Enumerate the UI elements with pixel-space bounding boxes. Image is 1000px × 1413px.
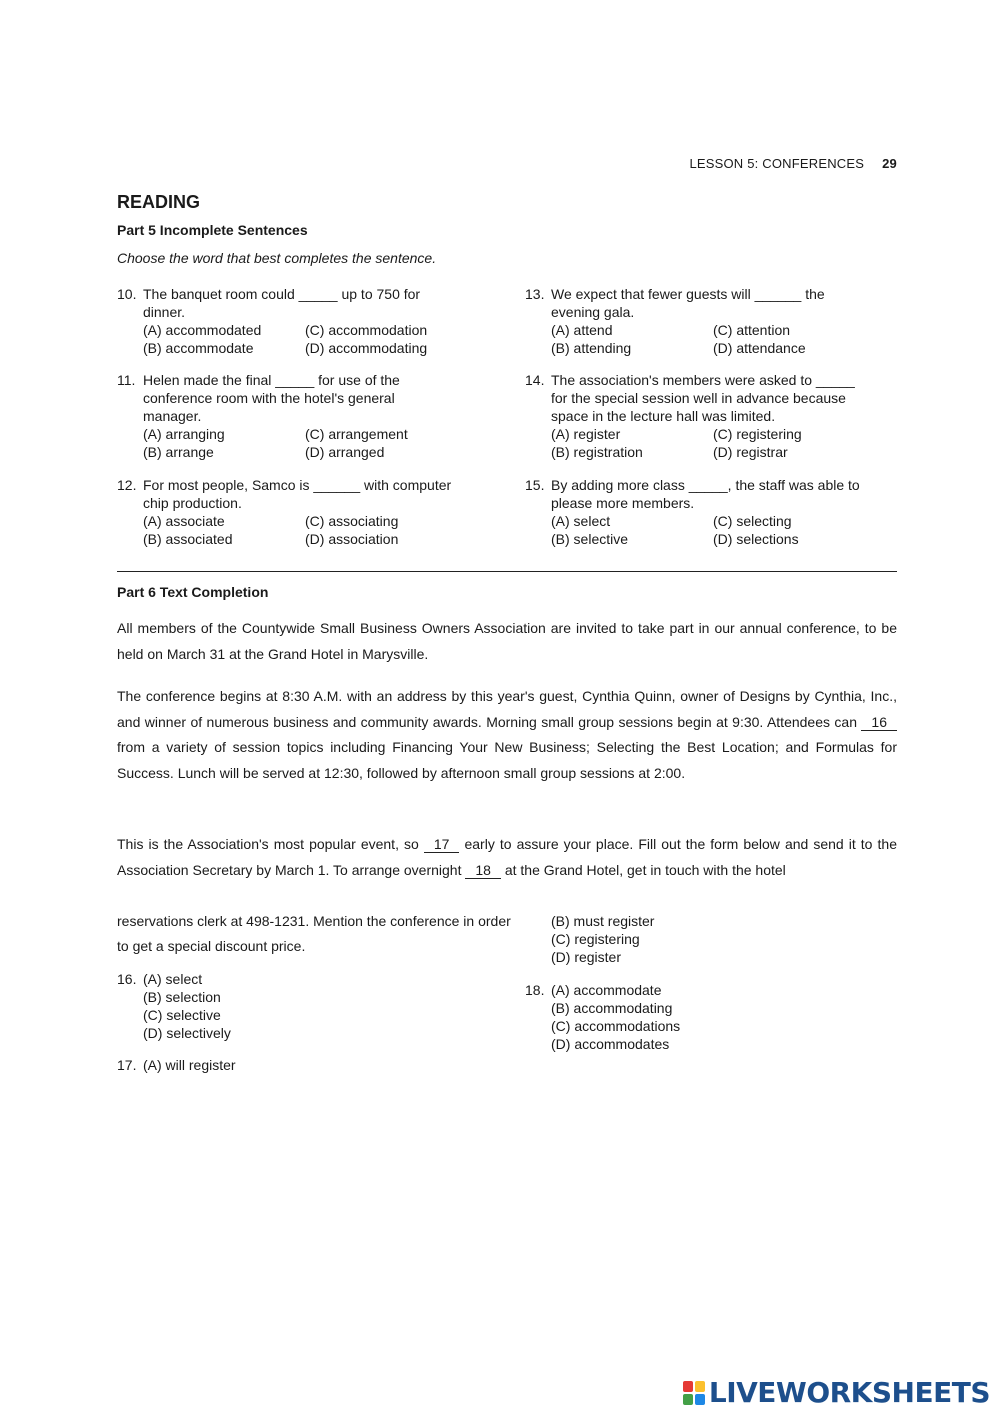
section-title: READING bbox=[117, 192, 201, 212]
question-15: 15. By adding more class _____, the staff was able to please more members. (A) select (C) selecting (B) selective (D) selections bbox=[525, 476, 897, 548]
answer-17-continued bbox=[551, 912, 654, 966]
option: (A) select bbox=[143, 971, 203, 987]
option: (D) attendance bbox=[713, 340, 806, 356]
paragraph-1: All members of the Countywide Small Business Owners Association are invited to take part in our annual conference, to be held on March 31 at the Grand Hotel in Marysville. bbox=[117, 620, 897, 662]
question-12: 12. For most people, Samco is ______ with computer chip production. (A) associate (C) associating (B) associated (D) association bbox=[117, 476, 489, 548]
option: (B) registration bbox=[551, 444, 643, 460]
option: (B) accommodate bbox=[143, 340, 254, 356]
blank-18[interactable]: 18 bbox=[465, 862, 501, 879]
option: (D) selections bbox=[713, 531, 799, 547]
question-14: 14. The association's members were asked to _____ for the special session well in advance because space in the lecture hall was limited. (A) register (C) registering (B) registration (D) registrar bbox=[525, 371, 897, 461]
option: (A) arranging bbox=[143, 426, 225, 442]
option: (B) selective bbox=[551, 531, 629, 547]
part5-instruction: Choose the word that best completes the sentence. bbox=[117, 250, 437, 266]
option: (D) association bbox=[305, 531, 399, 547]
option: (B) accommodating bbox=[551, 1000, 673, 1016]
option: (B) must register bbox=[551, 913, 655, 929]
paragraph-2: The conference begins at 8:30 A.M. with an address by this year's guest, Cynthia Quinn, owner of Designs by Cynthia, Inc., and winner of numerous business and community awards. Morning small group sessions begin at 9:30. Attendees can 16 from a variety of session topics including Financing Your New Business; Selecting the Best Location; and Formulas for Success. Lunch will be served at 12:30, followed by afternoon small group sessions at 2:00. bbox=[117, 688, 897, 781]
option: (C) attention bbox=[713, 322, 791, 338]
blank-17[interactable]: 17 bbox=[424, 836, 460, 853]
option: (A) will register bbox=[143, 1057, 236, 1073]
logo-icon bbox=[683, 1381, 705, 1405]
option: (A) register bbox=[551, 426, 621, 442]
option: (C) registering bbox=[713, 426, 802, 442]
option: (B) associated bbox=[143, 531, 233, 547]
option: (A) attend bbox=[551, 322, 613, 338]
lesson-title: LESSON 5: CONFERENCES bbox=[689, 156, 865, 171]
option: (C) arrangement bbox=[305, 426, 408, 442]
option: (A) associate bbox=[143, 513, 225, 529]
option: (D) registrar bbox=[713, 444, 788, 460]
logo-text: LIVEWORKSHEETS bbox=[708, 1376, 990, 1409]
paragraph-4: reservations clerk at 498-1231. Mention the conference in order to get a special discount price. bbox=[117, 913, 511, 954]
option: (C) selective bbox=[143, 1007, 221, 1023]
option: (A) select bbox=[551, 513, 611, 529]
option: (C) associating bbox=[305, 513, 399, 529]
part6-title: Part 6 Text Completion bbox=[117, 584, 269, 600]
option: (C) accommodation bbox=[305, 322, 428, 338]
answer-18: 18. (A) accommodate (B) accommodating (C) accommodations (D) accommodates bbox=[525, 982, 681, 1052]
question-13: 13. We expect that fewer guests will ______ the evening gala. (A) attend (C) attention (B) attending (D) attendance bbox=[525, 285, 897, 357]
answer-16: 16. (A) select (B) selection (C) selective (D) selectively bbox=[117, 971, 231, 1041]
option: (B) selection bbox=[143, 989, 221, 1005]
option: (D) selectively bbox=[143, 1025, 231, 1041]
page-header bbox=[689, 156, 897, 171]
option: (A) accommodate bbox=[551, 982, 662, 998]
page-number: 29 bbox=[882, 156, 897, 171]
option: (C) selecting bbox=[713, 513, 792, 529]
option: (C) registering bbox=[551, 931, 640, 947]
option: (B) arrange bbox=[143, 444, 214, 460]
option: (D) accommodating bbox=[305, 340, 428, 356]
option: (D) arranged bbox=[305, 444, 385, 460]
answer-17-start: 17. (A) will register bbox=[117, 1057, 236, 1073]
part5-title: Part 5 Incomplete Sentences bbox=[117, 222, 308, 238]
liveworksheets-logo bbox=[683, 1376, 990, 1409]
option: (D) register bbox=[551, 949, 622, 965]
option: (C) accommodations bbox=[551, 1018, 681, 1034]
option: (D) accommodates bbox=[551, 1036, 670, 1052]
blank-16[interactable]: 16 bbox=[861, 714, 897, 731]
option: (B) attending bbox=[551, 340, 632, 356]
question-11: 11. Helen made the final _____ for use of the conference room with the hotel's general manager. (A) arranging (C) arrangement (B) arrange (D) arranged bbox=[117, 371, 489, 461]
question-10: 10. The banquet room could _____ up to 750 for dinner. (A) accommodated (C) accommodation (B) accommodate (D) accommodating bbox=[117, 285, 489, 357]
paragraph-3: This is the Association's most popular event, so 17 early to assure your place. Fill out the form below and send it to the Association Secretary by March 1. To arrange overnight 18 at the Grand Hotel, get in touch with the hotel bbox=[117, 836, 897, 878]
section-divider bbox=[117, 571, 897, 572]
option: (A) accommodated bbox=[143, 322, 262, 338]
